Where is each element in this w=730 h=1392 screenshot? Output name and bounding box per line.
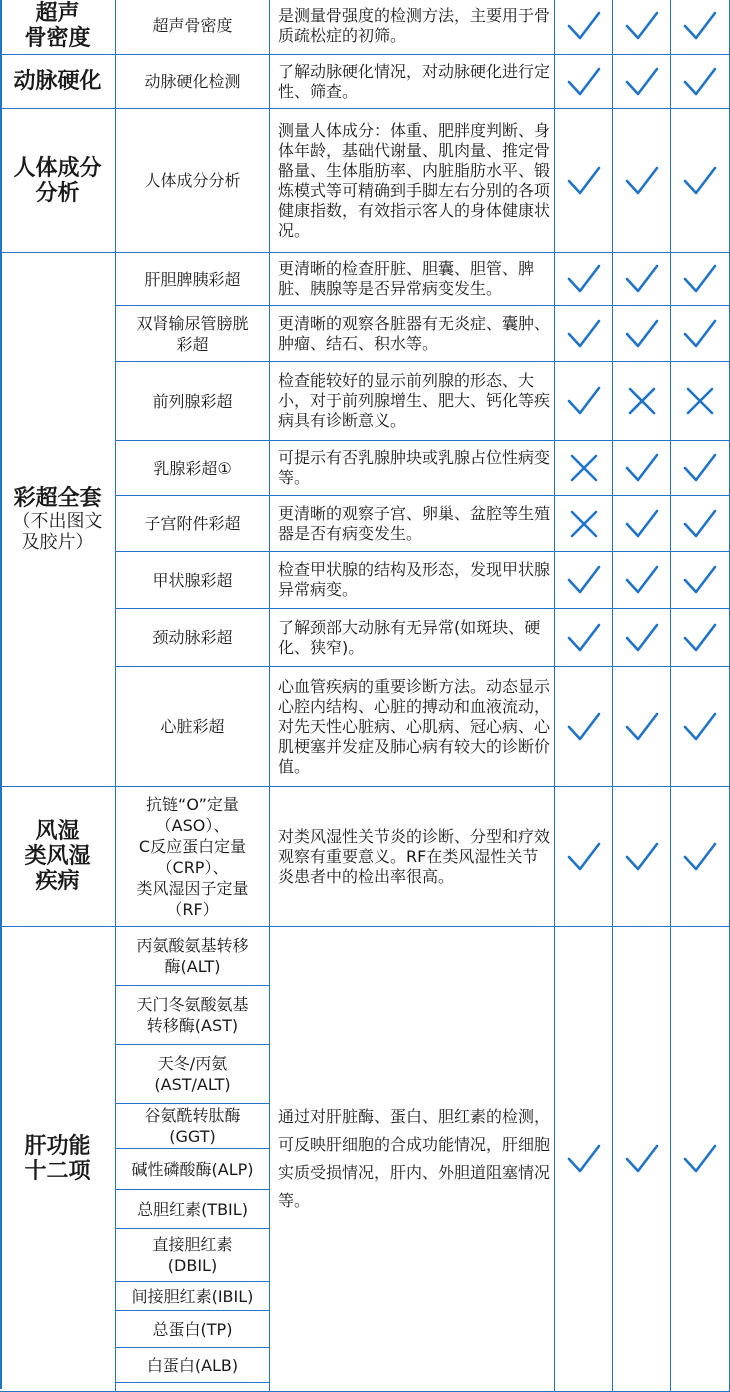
check-icon bbox=[624, 8, 660, 44]
check-icon bbox=[682, 839, 718, 875]
package-1-cross-mark bbox=[555, 496, 613, 552]
table-left-border bbox=[0, 0, 2, 1389]
item-name: 肝胆脾胰彩超 bbox=[144, 269, 241, 289]
check-icon bbox=[682, 709, 718, 745]
package-2-check-mark bbox=[613, 0, 671, 55]
category-label: 超声 骨密度 bbox=[24, 0, 91, 51]
check-icon bbox=[624, 506, 660, 542]
cross-icon bbox=[566, 450, 602, 486]
package-1-check-mark bbox=[555, 109, 613, 253]
item-name: 天门冬氨酸氨基 转移酶(AST) bbox=[136, 995, 249, 1035]
item-description: 更清晰的检查肝脏、胆囊、胆管、脾脏、胰腺等是否异常病变发生。 bbox=[278, 259, 535, 298]
check-icon bbox=[566, 64, 602, 100]
check-icon bbox=[566, 261, 602, 297]
package-2-check-mark bbox=[613, 306, 671, 362]
item-name: 子宫附件彩超 bbox=[144, 514, 241, 533]
package-2-check-mark bbox=[613, 441, 671, 496]
category-label: 人体成分 分析 bbox=[13, 155, 102, 206]
category-label: 肝功能 十二项 bbox=[24, 1134, 91, 1184]
description-cell bbox=[270, 0, 555, 55]
package-2-check-mark bbox=[613, 496, 671, 552]
cross-icon bbox=[624, 383, 660, 419]
package-2-cross-mark bbox=[613, 362, 671, 441]
item-cell bbox=[116, 1229, 270, 1282]
package-1-check-mark bbox=[555, 927, 613, 1392]
check-icon bbox=[566, 316, 602, 352]
item-description: 可提示有否乳腺肿块或乳腺占位性病变等。 bbox=[278, 448, 551, 487]
check-icon bbox=[624, 450, 660, 486]
item-cell bbox=[116, 306, 270, 362]
check-icon bbox=[624, 163, 660, 199]
description-cell bbox=[270, 109, 555, 253]
package-2-check-mark bbox=[613, 927, 671, 1392]
check-icon bbox=[624, 316, 660, 352]
item-cell bbox=[116, 1104, 270, 1149]
item-name: 总蛋白(TP) bbox=[152, 1319, 233, 1339]
package-2-check-mark bbox=[613, 667, 671, 787]
check-icon bbox=[624, 1141, 660, 1177]
description-cell bbox=[270, 552, 555, 609]
item-name: 白蛋白(ALB) bbox=[146, 1355, 239, 1375]
item-name: 人体成分分析 bbox=[144, 171, 241, 190]
check-icon bbox=[624, 261, 660, 297]
item-cell bbox=[116, 1311, 270, 1348]
item-name: 谷氨酰转肽酶 (GGT) bbox=[144, 1106, 241, 1146]
package-3-check-mark bbox=[671, 787, 730, 927]
package-2-check-mark bbox=[613, 552, 671, 609]
description-cell bbox=[270, 927, 555, 1392]
item-cell bbox=[116, 253, 270, 306]
description-cell bbox=[270, 496, 555, 552]
item-name: 动脉硬化检测 bbox=[144, 72, 241, 91]
package-3-check-mark bbox=[671, 253, 730, 306]
item-description: 了解动脉硬化情况，对动脉硬化进行定性、筛查。 bbox=[278, 61, 551, 101]
item-name: 间接胆红素(IBIL) bbox=[131, 1286, 254, 1306]
category-label: 动脉硬化 bbox=[13, 69, 102, 94]
check-icon bbox=[682, 450, 718, 486]
item-cell bbox=[116, 496, 270, 552]
item-name: 总胆红素(TBIL) bbox=[137, 1199, 248, 1219]
item-name: 甲状腺彩超 bbox=[152, 570, 233, 590]
item-description: 检查甲状腺的结构及形态，发现甲状腺异常病变。 bbox=[278, 560, 551, 599]
item-description: 更清晰的观察各脏器有无炎症、囊肿、肿瘤、结石、积水等。 bbox=[278, 313, 551, 353]
package-1-check-mark bbox=[555, 362, 613, 441]
category-cell bbox=[0, 253, 116, 787]
check-icon bbox=[682, 506, 718, 542]
check-icon bbox=[566, 562, 602, 598]
check-icon bbox=[682, 261, 718, 297]
package-1-check-mark bbox=[555, 253, 613, 306]
cross-icon bbox=[682, 383, 718, 419]
package-2-check-mark bbox=[613, 787, 671, 927]
item-cell bbox=[116, 552, 270, 609]
check-icon bbox=[566, 163, 602, 199]
item-description: 对类风湿性关节炎的诊断、分型和疗效观察有重要意义。RF在类风湿性关节炎患者中的检出率很高。 bbox=[278, 826, 551, 886]
item-cell bbox=[116, 1149, 270, 1190]
package-3-check-mark bbox=[671, 306, 730, 362]
package-3-check-mark bbox=[671, 609, 730, 667]
check-icon bbox=[682, 1141, 718, 1177]
category-label: 彩超全套 bbox=[13, 486, 102, 511]
package-3-check-mark bbox=[671, 0, 730, 55]
item-cell bbox=[116, 787, 270, 927]
description-cell bbox=[270, 787, 555, 927]
package-1-check-mark bbox=[555, 0, 613, 55]
check-icon bbox=[566, 709, 602, 745]
package-3-check-mark bbox=[671, 552, 730, 609]
check-icon bbox=[682, 64, 718, 100]
package-3-check-mark bbox=[671, 667, 730, 787]
item-cell bbox=[116, 1282, 270, 1311]
item-name: 抗链“O”定量 （ASO）、 C反应蛋白定量 （CRP）、 类风湿因子定量 （RF） bbox=[136, 794, 249, 919]
item-cell bbox=[116, 1045, 270, 1104]
item-cell bbox=[116, 667, 270, 787]
check-icon bbox=[624, 562, 660, 598]
description-cell bbox=[270, 609, 555, 667]
item-name: 颈动脉彩超 bbox=[152, 628, 233, 647]
item-description: 通过对肝脏酶、蛋白、胆红素的检测，可反映肝细胞的合成功能情况，肝细胞实质受损情况，肝内、外胆道阻塞情况等。 bbox=[278, 1107, 551, 1210]
check-icon bbox=[566, 620, 602, 656]
item-name: 乳腺彩超① bbox=[153, 458, 232, 478]
item-name: 前列腺彩超 bbox=[152, 391, 233, 411]
item-name: 丙氨酸氨基转移 酶(ALT) bbox=[136, 936, 249, 976]
check-icon bbox=[624, 839, 660, 875]
package-2-check-mark bbox=[613, 109, 671, 253]
category-cell bbox=[0, 787, 116, 927]
item-name: 双肾输尿管膀胱 彩超 bbox=[136, 313, 249, 354]
description-cell bbox=[270, 667, 555, 787]
package-1-check-mark bbox=[555, 552, 613, 609]
item-description: 了解颈部大动脉有无异常(如斑块、硬化、狭窄)。 bbox=[278, 617, 541, 657]
check-icon bbox=[566, 1141, 602, 1177]
check-icon bbox=[682, 562, 718, 598]
check-icon bbox=[566, 383, 602, 419]
check-icon bbox=[624, 620, 660, 656]
check-icon bbox=[682, 163, 718, 199]
package-1-check-mark bbox=[555, 306, 613, 362]
package-3-check-mark bbox=[671, 441, 730, 496]
category-note: （不出图文 及胶片） bbox=[12, 511, 103, 553]
item-cell bbox=[116, 609, 270, 667]
check-icon bbox=[682, 620, 718, 656]
check-icon bbox=[566, 839, 602, 875]
package-1-check-mark bbox=[555, 667, 613, 787]
check-icon bbox=[682, 316, 718, 352]
item-name: 直接胆红素 (DBIL) bbox=[152, 1235, 233, 1275]
check-icon bbox=[624, 709, 660, 745]
package-2-check-mark bbox=[613, 253, 671, 306]
item-cell bbox=[116, 1383, 270, 1392]
item-name: 天冬/丙氨 (AST/ALT) bbox=[154, 1054, 231, 1094]
package-3-check-mark bbox=[671, 496, 730, 552]
check-icon bbox=[624, 64, 660, 100]
check-icon bbox=[566, 8, 602, 44]
category-cell bbox=[0, 927, 116, 1392]
category-label: 风湿 类风湿 疾病 bbox=[24, 819, 91, 894]
package-2-check-mark bbox=[613, 609, 671, 667]
description-cell bbox=[270, 306, 555, 362]
item-cell bbox=[116, 1190, 270, 1229]
package-1-check-mark bbox=[555, 609, 613, 667]
cross-icon bbox=[566, 506, 602, 542]
item-cell bbox=[116, 986, 270, 1045]
package-1-check-mark bbox=[555, 55, 613, 109]
package-3-check-mark bbox=[671, 927, 730, 1392]
item-description: 测量人体成分：体重、肥胖度判断、身体年龄，基础代谢量、肌肉量、推定骨骼量、生体脂肪率、内脏脂肪水平、锻炼模式等可精确到手脚左右分别的各项健康指数，有效指示客人的身体健康状况。 bbox=[278, 120, 551, 240]
item-cell bbox=[116, 0, 270, 55]
item-cell bbox=[116, 927, 270, 986]
item-description: 是测量骨强度的检测方法，主要用于骨质疏松症的初筛。 bbox=[278, 5, 551, 45]
item-cell bbox=[116, 441, 270, 496]
item-description: 心血管疾病的重要诊断方法。动态显示心腔内结构、心脏的搏动和血液流动，对先天性心脏病、心肌病、冠心病、心肌梗塞并发症及肺心病有较大的诊断价值。 bbox=[278, 676, 551, 776]
package-3-check-mark bbox=[671, 109, 730, 253]
package-3-cross-mark bbox=[671, 362, 730, 441]
description-cell bbox=[270, 253, 555, 306]
check-icon bbox=[682, 8, 718, 44]
item-cell bbox=[116, 109, 270, 253]
description-cell bbox=[270, 441, 555, 496]
package-2-check-mark bbox=[613, 55, 671, 109]
item-cell bbox=[116, 55, 270, 109]
description-cell bbox=[270, 362, 555, 441]
category-cell bbox=[0, 109, 116, 253]
description-cell bbox=[270, 55, 555, 109]
item-cell bbox=[116, 362, 270, 441]
category-cell bbox=[0, 0, 116, 55]
item-cell bbox=[116, 1348, 270, 1383]
package-1-cross-mark bbox=[555, 441, 613, 496]
package-3-check-mark bbox=[671, 55, 730, 109]
package-1-check-mark bbox=[555, 787, 613, 927]
item-name: 超声骨密度 bbox=[152, 16, 233, 35]
category-cell bbox=[0, 55, 116, 109]
item-name: 心脏彩超 bbox=[160, 717, 225, 736]
item-description: 更清晰的观察子宫、卵巢、盆腔等生殖器是否有病变发生。 bbox=[278, 503, 551, 543]
item-name: 碱性磷酸酶(ALP) bbox=[131, 1159, 254, 1179]
item-description: 检查能较好的显示前列腺的形态、大小，对于前列腺增生、肥大、钙化等疾病具有诊断意义。 bbox=[278, 371, 551, 430]
